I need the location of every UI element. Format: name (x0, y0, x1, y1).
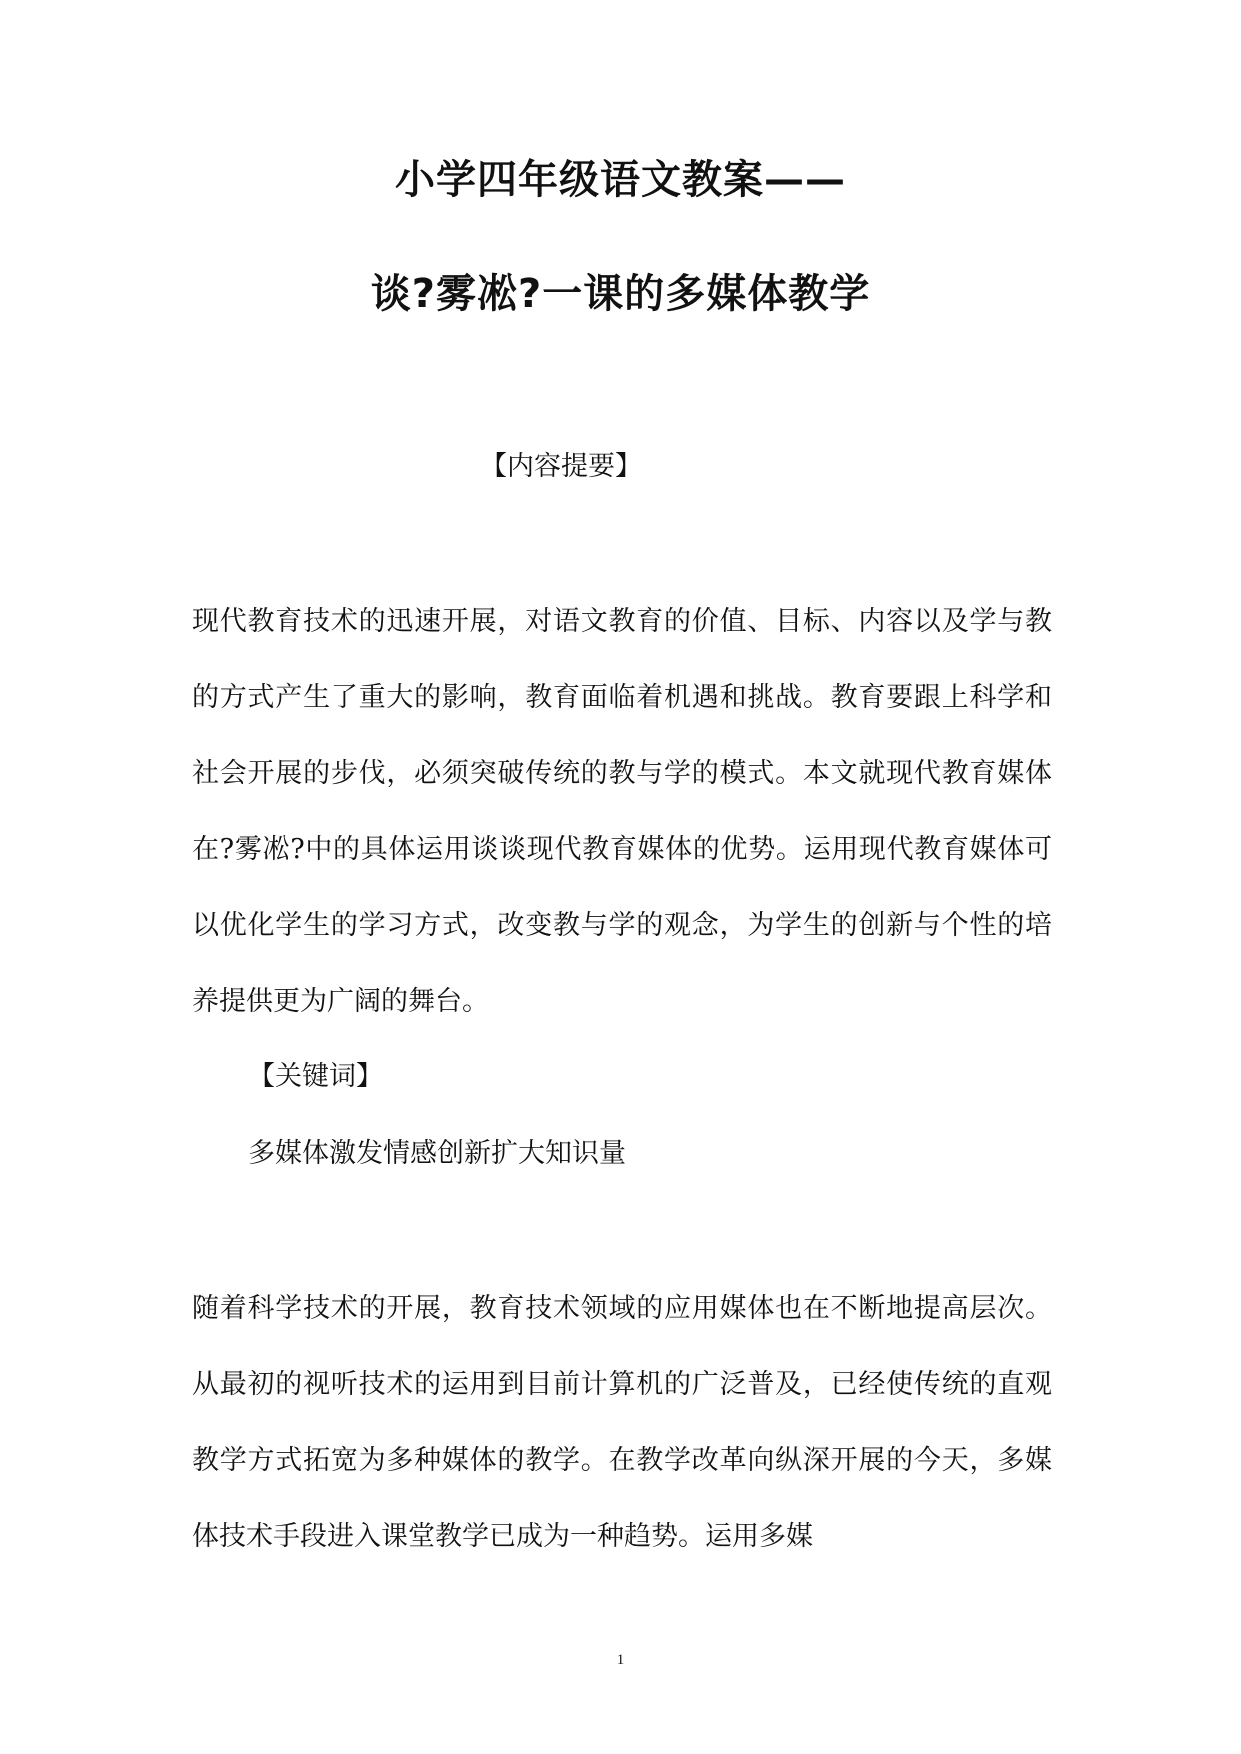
intro-paragraph: 随着科学技术的开展，教育技术领域的应用媒体也在不断地提高层次。从最初的视听技术的运用到目前计算机的广泛普及，已经使传统的直观教学方式拓宽为多种媒体的教学。在教学改革向纵深开展的今天，多媒体技术手段进入课堂教学已成为一种趋势。运用多媒 (192, 1293, 1052, 1552)
keywords-text: 多媒体激发情感创新扩大知识量 (248, 1138, 626, 1169)
abstract-paragraph: 现代教育技术的迅速开展，对语文教育的价值、目标、内容以及学与教的方式产生了重大的影响，教育面临着机遇和挑战。教育要跟上科学和社会开展的步伐，必须突破传统的教与学的模式。本文就现代教育媒体在?雾凇?中的具体运用谈谈现代教育媒体的优势。运用现代教育媒体可以优化学生的学习方式，改变教与学的观念，为学生的创新与个性的培养提供更为广阔的舞台。 (192, 606, 1052, 1017)
document-title-line-1: 小学四年级语文教案—— (395, 157, 846, 203)
abstract-heading: 【内容提要】 (480, 451, 642, 482)
keywords-heading: 【关键词】 (248, 1061, 383, 1092)
document-title-line-2: 谈?雾凇?一课的多媒体教学 (370, 271, 871, 317)
page-number: 1 (616, 1652, 625, 1668)
